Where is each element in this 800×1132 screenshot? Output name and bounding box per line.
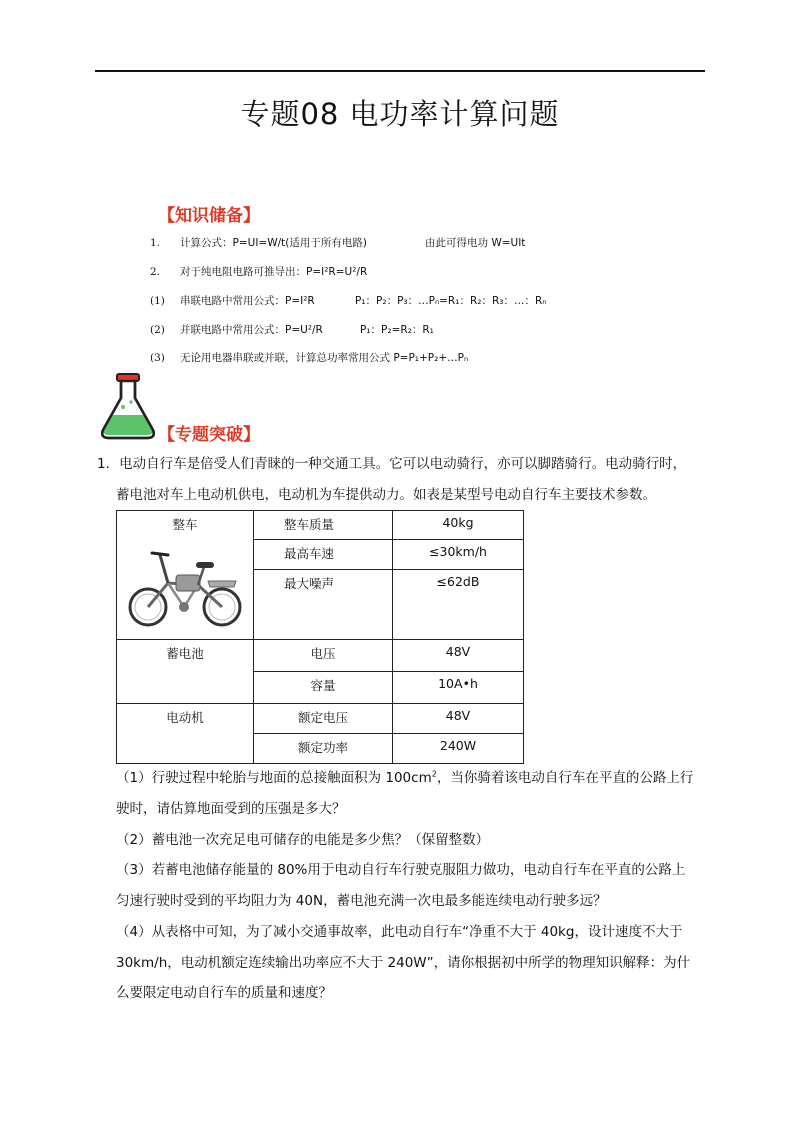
knowledge-item-5: [150, 350, 468, 365]
item-number: (1): [150, 295, 165, 307]
question-intro-line-1: 1．电动自行车是倍受人们青睐的一种交通工具。它可以电动骑行，亦可以脚踏骑行。电动骑行时，: [97, 456, 687, 472]
item-extra: 由此可得电功 W=UIt: [425, 237, 526, 249]
item-text: 无论用电器串联或并联，计算总功率常用公式 P=P₁+P₂+…Pₙ: [180, 352, 469, 364]
item-text: 并联电路中常用公式：P=U²/R: [180, 324, 323, 336]
bicycle-image: [124, 545, 246, 629]
param-cell: 容量: [254, 672, 393, 704]
sub-question-1-line-1: [116, 766, 693, 786]
item-text: 对于纯电阻电路可推导出：P=I²R=U²/R: [180, 266, 368, 278]
param-cell: 最高车速: [254, 540, 393, 570]
question-intro-line-2: 蓄电池对车上电动机供电，电动机为车提供动力。如表是某型号电动自行车主要技术参数。: [116, 487, 656, 503]
group-label: 整车: [172, 517, 198, 532]
item-number: (3): [150, 352, 165, 364]
breakthrough-heading: 【专题突破】: [158, 425, 260, 445]
item-number: 1.: [150, 237, 161, 249]
value-cell: 48V: [393, 704, 524, 734]
value-cell: 48V: [393, 640, 524, 672]
value-cell: 40kg: [393, 511, 524, 540]
sub-question-1-text-a: （1）行驶过程中轮胎与地面的总接触面积为 100cm: [116, 770, 432, 786]
item-text: 串联电路中常用公式：P=I²R: [180, 295, 315, 307]
param-cell: 电压: [254, 640, 393, 672]
param-cell: 整车质量: [254, 511, 393, 540]
sub-question-4-line-3: 么要限定电动自行车的质量和速度？: [116, 985, 332, 1001]
header-rule: [95, 70, 705, 72]
table-row: [117, 640, 524, 672]
param-cell: 额定电压: [254, 704, 393, 734]
item-extra: P₁：P₂=R₂：R₁: [360, 324, 434, 336]
item-extra: P₁：P₂：P₃：…Pₙ=R₁：R₂：R₃：…：Rₙ: [355, 295, 547, 307]
group-cell-motor: 电动机: [117, 704, 254, 764]
sub-question-4-line-2: 30km/h，电动机额定连续输出功率应不大于 240W”，请你根据初中所学的物理知识解释：为什: [116, 955, 691, 971]
sub-question-3-line-2: 匀速行驶时受到的平均阻力为 40N，蓄电池充满一次电最多能连续电动行驶多远？: [116, 893, 607, 909]
sub-question-1-line-2: 驶时，请估算地面受到的压强是多大？: [116, 801, 346, 817]
unit-superscript: 2: [431, 769, 437, 779]
sub-question-4-line-1: （4）从表格中可知，为了减小交通事故率，此电动自行车“净重不大于 40kg，设计速度不大于: [116, 924, 683, 940]
group-cell-battery: 蓄电池: [117, 640, 254, 704]
knowledge-item-2: [150, 264, 367, 279]
knowledge-heading: 【知识储备】: [158, 206, 260, 226]
param-cell: 额定功率: [254, 734, 393, 764]
page-title: 专题08 电功率计算问题: [240, 97, 560, 131]
sub-question-3-line-1: （3）若蓄电池储存能量的 80%用于电动自行车行驶克服阻力做功，电动自行车在平直的公路上: [116, 862, 686, 878]
item-number: (2): [150, 324, 165, 336]
sub-question-1-text-b: ，当你骑着该电动自行车在平直的公路上行: [436, 770, 694, 786]
knowledge-item-4: [150, 322, 434, 337]
item-number: 2.: [150, 266, 161, 278]
value-cell: ≤30km/h: [393, 540, 524, 570]
param-cell: 最大噪声: [254, 570, 393, 640]
table-row: [117, 511, 524, 540]
item-text: 计算公式：P=UI=W/t(适用于所有电路): [180, 237, 367, 249]
spec-table: [116, 510, 524, 764]
knowledge-item-3: [150, 293, 547, 308]
table-row: [117, 704, 524, 734]
value-cell: 240W: [393, 734, 524, 764]
flask-icon: [97, 372, 159, 442]
value-cell: ≤62dB: [393, 570, 524, 640]
knowledge-item-1: [150, 235, 526, 250]
sub-question-2: （2）蓄电池一次充足电可储存的电能是多少焦？（保留整数）: [116, 832, 490, 848]
value-cell: 10A•h: [393, 672, 524, 704]
group-cell-vehicle: [117, 511, 254, 640]
